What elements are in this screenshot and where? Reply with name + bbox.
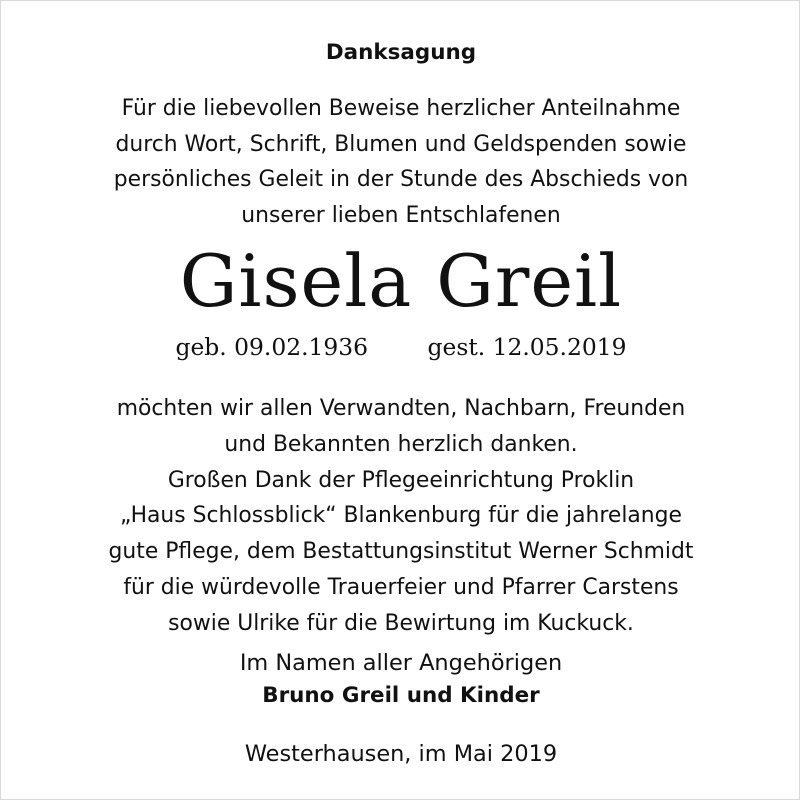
notice-heading: Danksagung [325,40,477,65]
intro-paragraph [1,91,800,233]
thanks-line: Großen Dank der Pflegeeinrichtung Proklin [167,467,635,493]
intro-line: Für die liebevollen Beweise herzlicher Anteilnahme [121,96,681,121]
thanks-line: sowie Ulrike für die Bewirtung im Kuckuck. [168,610,634,636]
intro-line: unserer lieben Entschlafenen [241,202,561,228]
thanks-line: möchten wir allen Verwandten, Nachbarn, Freunden [116,396,686,421]
signature-name: Bruno Greil und Kinder [262,683,540,708]
place-and-date: Westerhausen, im Mai 2019 [244,741,558,767]
thanks-line: gute Pflege, dem Bestattungsinstitut Werner Schmidt [108,539,694,565]
intro-line: persönliches Geleit in der Stunde des Abschieds von [113,167,689,192]
deceased-name: Gisela Greil [179,240,623,324]
life-dates [1,331,800,363]
thanks-line: „Haus Schlossblick“ Blankenburg für die jahrelange [120,503,682,529]
birth-date: geb. 09.02.1936 [175,333,369,361]
death-date: gest. 12.05.2019 [427,333,627,361]
signature-intro: Im Namen aller Angehörigen [239,650,563,676]
thanks-paragraph [1,391,800,642]
intro-line: durch Wort, Schrift, Blumen und Geldspenden sowie [115,131,687,157]
thanks-line: und Bekannten herzlich danken. [224,431,578,457]
thanks-line: für die würdevolle Trauerfeier und Pfarrer Carstens [123,574,679,600]
